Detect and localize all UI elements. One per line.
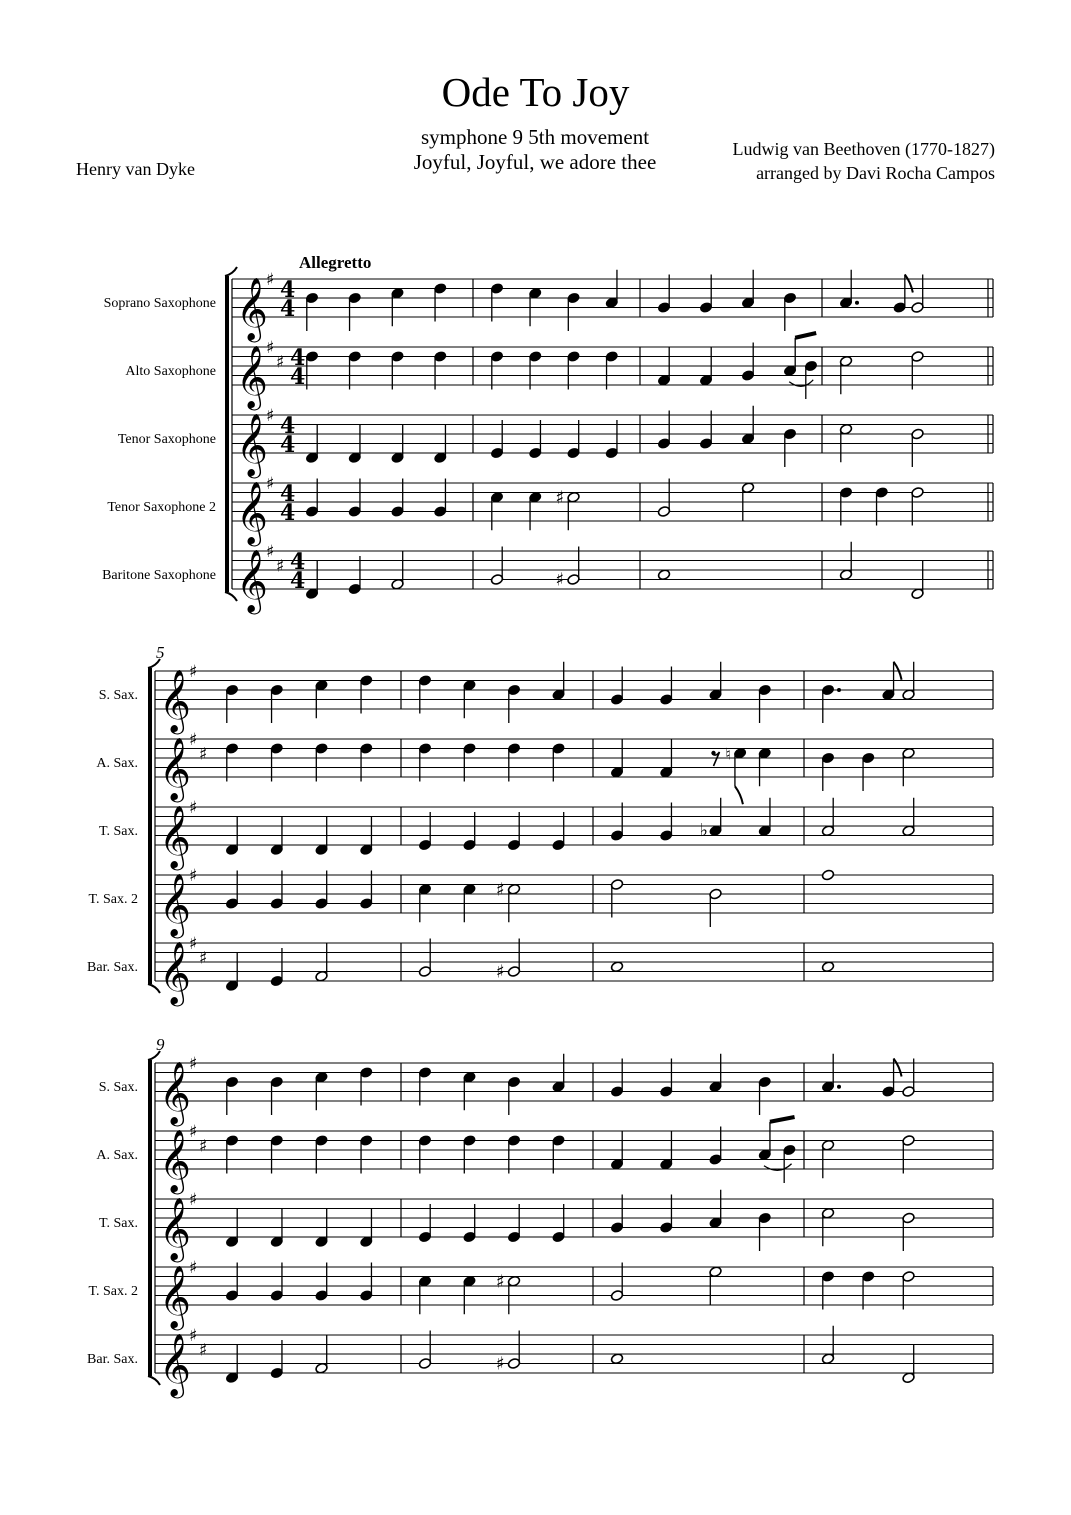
treble-clef-icon: 𝄞 [159, 737, 191, 800]
key-signature-sharp: ♯ [266, 542, 275, 562]
key-signature-sharp: ♯ [199, 1340, 208, 1361]
key-signature-sharp: ♯ [266, 338, 275, 358]
instrument-label-tenor-2: Tenor Saxophone 2 [107, 500, 216, 515]
key-signature-sharp: ♯ [189, 1326, 198, 1346]
sharp-accidental: ♯ [496, 1353, 505, 1375]
key-signature-sharp: ♯ [276, 352, 285, 373]
instrument-short-soprano: S. Sax. [98, 1080, 138, 1095]
sharp-accidental: ♯ [496, 879, 505, 901]
sharp-accidental: ♯ [496, 1271, 505, 1293]
treble-clef-icon: 𝄞 [236, 345, 268, 408]
augmentation-dot [837, 688, 841, 692]
time-signature-bottom: 4 [290, 568, 306, 594]
treble-clef-icon: 𝄞 [159, 1333, 191, 1396]
treble-clef-icon: 𝄞 [236, 549, 268, 612]
key-signature-sharp: ♯ [276, 556, 285, 577]
notehead [821, 869, 835, 881]
treble-clef-icon: 𝄞 [236, 413, 268, 476]
instrument-label-soprano: Soprano Saxophone [103, 296, 216, 311]
bracket-hook [148, 659, 160, 668]
instrument-label-baritone: Baritone Saxophone [102, 568, 216, 583]
time-signature-bottom: 4 [280, 500, 296, 526]
instrument-label-tenor: Tenor Saxophone [117, 432, 216, 447]
treble-clef-icon: 𝄞 [159, 941, 191, 1004]
bar-number: 9 [156, 1035, 165, 1054]
key-signature-sharp: ♯ [189, 662, 198, 682]
note-beam [795, 333, 816, 338]
notehead [610, 961, 624, 973]
key-signature-sharp: ♯ [189, 934, 198, 954]
bracket-hook [148, 1051, 160, 1060]
treble-clef-icon: 𝄞 [159, 1197, 191, 1260]
notehead [610, 1353, 624, 1365]
treble-clef-icon: 𝄞 [236, 277, 268, 340]
key-signature-sharp: ♯ [189, 1122, 198, 1142]
key-signature-sharp: ♯ [199, 948, 208, 969]
augmentation-dot [837, 1085, 841, 1089]
key-signature-sharp: ♯ [266, 474, 275, 494]
instrument-short-alto: A. Sax. [96, 756, 138, 771]
instrument-short-soprano: S. Sax. [98, 688, 138, 703]
time-signature-top: 4 [290, 345, 306, 371]
time-signature-bottom: 4 [280, 296, 296, 322]
lyricist: Henry van Dyke [76, 159, 195, 179]
note-flag [894, 1059, 902, 1077]
score-title: Ode To Joy [441, 69, 630, 115]
arranger: arranged by Davi Rocha Campos [756, 163, 995, 183]
key-signature-sharp: ♯ [189, 1190, 198, 1210]
subtitle-line-2: Joyful, Joyful, we adore thee [413, 150, 657, 174]
time-signature-top: 4 [280, 481, 296, 507]
notehead [821, 961, 835, 973]
time-signature-top: 4 [280, 413, 296, 439]
sharp-accidental: ♯ [555, 487, 565, 509]
subtitle-line-1: symphone 9 5th movement [420, 125, 650, 149]
instrument-label-alto: Alto Saxophone [125, 364, 216, 379]
time-signature-top: 4 [280, 277, 296, 303]
bracket-hook [225, 267, 237, 276]
key-signature-sharp: ♯ [199, 1136, 208, 1157]
key-signature-sharp: ♯ [266, 406, 275, 426]
key-signature-sharp: ♯ [189, 798, 198, 818]
treble-clef-icon: 𝄞 [159, 1061, 191, 1124]
augmentation-dot [855, 301, 859, 305]
time-signature-bottom: 4 [290, 364, 306, 390]
natural-accidental: ♮ [725, 744, 731, 764]
instrument-short-alto: A. Sax. [96, 1148, 138, 1163]
time-signature-bottom: 4 [280, 432, 296, 458]
key-signature-sharp: ♯ [266, 270, 275, 290]
note-flag [735, 786, 743, 804]
note-beam [770, 1117, 795, 1122]
sharp-accidental: ♯ [555, 569, 565, 591]
treble-clef-icon: 𝄞 [236, 481, 268, 544]
instrument-short-baritone: Bar. Sax. [87, 1352, 138, 1367]
key-signature-sharp: ♯ [199, 744, 208, 765]
treble-clef-icon: 𝄞 [159, 1129, 191, 1192]
instrument-short-tenor: T. Sax. [98, 824, 138, 839]
instrument-short-tenor-2: T. Sax. 2 [88, 892, 138, 907]
sharp-accidental: ♯ [496, 961, 505, 983]
key-signature-sharp: ♯ [189, 1054, 198, 1074]
bar-number: 5 [156, 643, 165, 662]
eighth-rest-dot [711, 751, 715, 755]
key-signature-sharp: ♯ [189, 866, 198, 886]
time-signature-top: 4 [290, 549, 306, 575]
instrument-short-tenor-2: T. Sax. 2 [88, 1284, 138, 1299]
note-flag [905, 275, 913, 293]
instrument-short-baritone: Bar. Sax. [87, 960, 138, 975]
treble-clef-icon: 𝄞 [159, 873, 191, 936]
treble-clef-icon: 𝄞 [159, 669, 191, 732]
key-signature-sharp: ♯ [189, 1258, 198, 1278]
key-signature-sharp: ♯ [189, 730, 198, 750]
composer: Ludwig van Beethoven (1770-1827) [732, 139, 995, 159]
treble-clef-icon: 𝄞 [159, 805, 191, 868]
instrument-short-tenor: T. Sax. [98, 1216, 138, 1231]
notehead [657, 569, 671, 581]
treble-clef-icon: 𝄞 [159, 1265, 191, 1328]
flat-accidental: ♭ [699, 819, 708, 841]
tempo-marking: Allegretto [299, 253, 372, 272]
